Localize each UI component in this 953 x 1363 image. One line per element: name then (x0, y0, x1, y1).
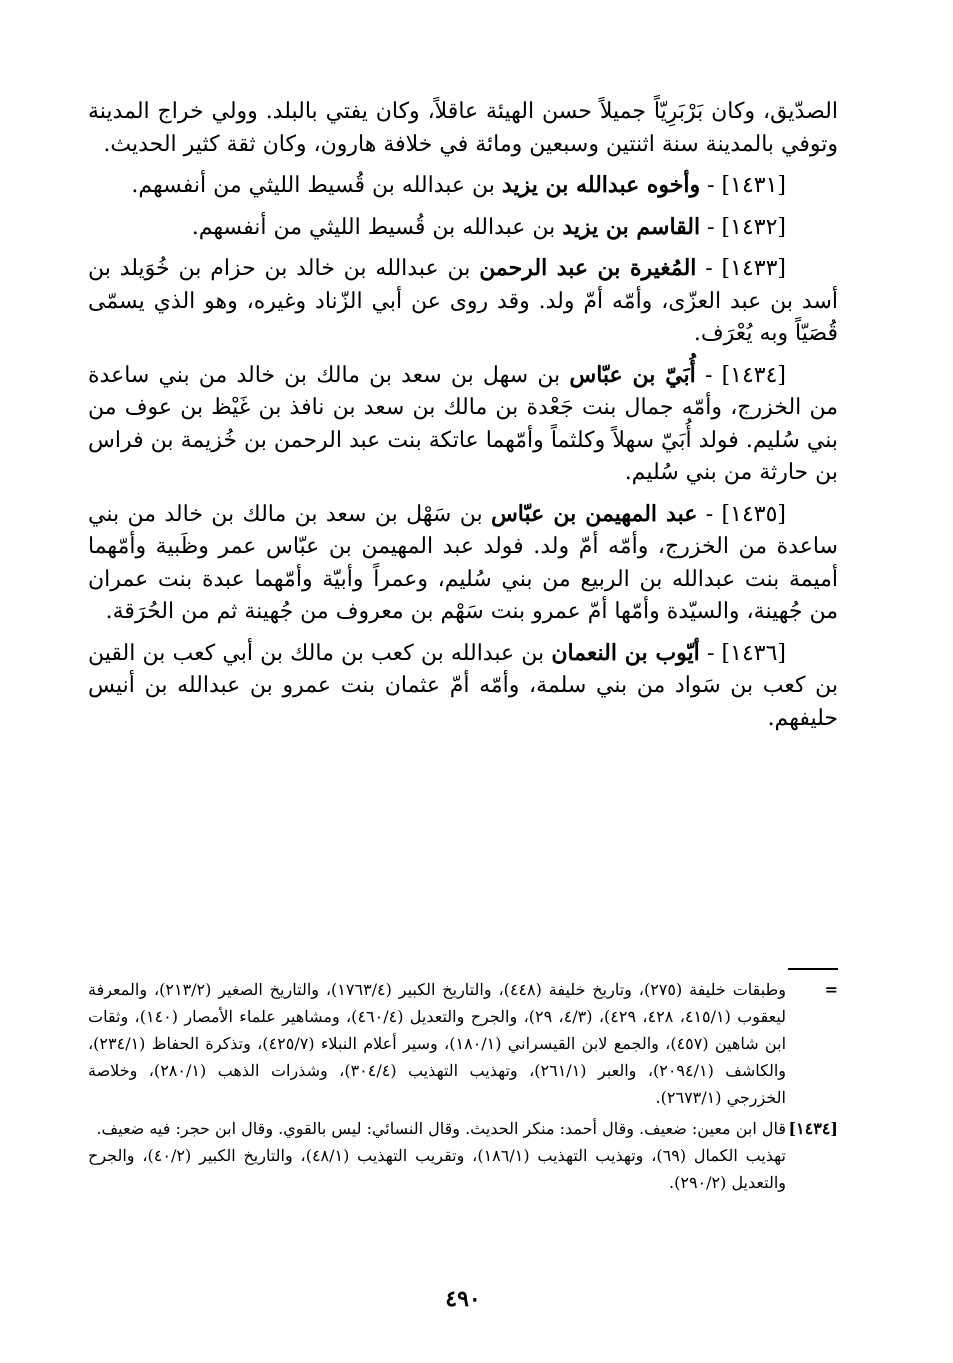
entry-text: بن عبدالله بن قُسيط الليثي من أنفسهم. (131, 173, 502, 198)
entry-name: عبد المهيمن بن عبّاس (490, 500, 698, 527)
entry-1433: [١٤٣٣] - المُغيرة بن عبد الرحمن بن عبدالله بن خالد بن حزام بن خُوَيلد بن أسد بن عبد العزّى، وأمّه أمّ ولد. وقد روى عن أبي الزّناد وغيره، وهو الذي يسمّى قُصَيّاً وبه يُعْرَف. (88, 255, 838, 346)
entry-number: [١٤٣٤] (721, 362, 787, 388)
book-page (88, 96, 838, 1312)
entry-text: بن عبدالله بن كعب بن مالك بن أبي كعب بن القين بن كعب بن سَواد من بني سلمة، وأمّه أمّ عثمان بنت عمرو بن عبدالله بن أنيس حليفهم. (88, 640, 838, 731)
entry-number: [١٤٣١] (721, 173, 786, 198)
entry-text: بن عبدالله بن قُسيط الليثي من أنفسهم. (191, 214, 563, 240)
footnote-separator (788, 968, 838, 970)
entry-number: [١٤٣٣] (721, 256, 786, 281)
footnotes (88, 976, 838, 1200)
entry-name: أُبَيّ بن عبّاس (569, 361, 696, 388)
entry-name: المُغيرة بن عبد الرحمن (479, 255, 697, 281)
footnote-1434 (88, 1115, 838, 1196)
entry-1434: [١٤٣٤] - أُبَيّ بن عبّاس بن سهل بن سعد بن مالك بن خالد من بني ساعدة من الخزرج، وأمّه جمال بنت جَعْدة بن مالك بن سعد بن نافذ بن غَيْظ بن عوف من بني سُليم. فولد أُبَيّ سهلاً وكلثماً وأمّهما عاتكة بنت عبد الرحمن بن خُزيمة بن فراس بن حارثة من بني سُليم. (88, 361, 838, 485)
entry-number: [١٤٣٥] (721, 501, 786, 527)
entry-name: القاسم بن يزيد (562, 213, 701, 240)
footnote-continuation-text: وطبقات خليفة (٢٧٥)، وتاريخ خليفة (٤٤٨)، والتاريخ الكبير (١٧٦٣/٤)، والتاريخ الصغير (٢١٣/٢)، والمعرفة ليعقوب (٤١٥/١، ٤٢٨، ٤٢٩)، (٤/٣، ٢٩)، والجرح والتعديل (٤٦٠/٤)، ومشاهير علماء الأمصار (١٤٠)، وثقات ابن شاهين (٤٥٧)، والجمع لابن القيسراني (١٨٠/١)، وسير أعلام النبلاء (٤٢٥/٧)، وتذكرة الحفاظ (٢٣٤/١)، والكاشف (٢٠٩٤/١)، والعبر (٢٦١/١)، وتهذيب التهذيب (٣٠٤/٤)، وشذرات الذهب (٢٨٠/١)، وخلاصة الخزرجي (٢٦٧٣/١). (88, 980, 787, 1107)
entry-name: وأخوه عبدالله بن يزيد (501, 172, 701, 198)
entry-name: أيّوب بن النعمان (551, 639, 700, 666)
entry-text: بن سهل بن سعد بن مالك بن خالد من بني ساعدة من الخزرج، وأمّه جمال بنت جَعْدة بن مالك بن سعد بن نافذ بن غَيْظ بن عوف من بني سُليم. فولد أُبَيّ سهلاً وكلثماً وأمّهما عاتكة بنت عبد الرحمن بن خُزيمة بن فراس بن حارثة من بني سُليم. (88, 362, 838, 485)
entry-number: [١٤٣٦] (721, 640, 786, 666)
entry-number: [١٤٣٢] (721, 214, 786, 240)
entry-text: بن سَهْل بن سعد بن مالك بن خالد من بني ساعدة من الخزرج، وأمّه أمّ ولد. فولد عبد المهيمن بن عبّاس عمر وظَبية وأمّهما أميمة بنت عبدالله بن الربيع من بني سُليم، وعمراً وأبيّة وأمّهما عبدة بنت عمران من جُهينة، والسيّدة وأمّها أمّ عمرو بنت سَهْم بن معروف من جُهينة ثم من الحُرَقة. (88, 501, 838, 624)
footnote-continuation (88, 976, 838, 1111)
page-number: ٤٩٠ (445, 1286, 481, 1312)
footnote-number: [١٤٣٤] (788, 1119, 838, 1138)
main-text (88, 96, 838, 735)
entry-1436: [١٤٣٦] - أيّوب بن النعمان بن عبدالله بن كعب بن مالك بن أبي كعب بن القين بن كعب بن سَواد من بني سلمة، وأمّه أمّ عثمان بنت عمرو بن عبدالله بن أنيس حليفهم. (88, 639, 838, 731)
intro-paragraph: الصدّيق، وكان بَرْبَرِيّاً جميلاً حسن الهيئة عاقلاً، وكان يفتي بالبلد. وولي خراج المدينة وتوفي بالمدينة سنة اثنتين وسبعين ومائة في خلافة هارون، وكان ثقة كثير الحديث. (88, 99, 838, 157)
footnote-1434-line1: قال ابن معين: ضعيف. وقال أحمد: منكر الحديث. وقال النسائي: ليس بالقوي. وقال ابن حجر: فيه ضعيف. (96, 1119, 786, 1138)
entry-1432: [١٤٣٢] - القاسم بن يزيد بن عبدالله بن قُسيط الليثي من أنفسهم. (191, 213, 786, 240)
continuation-mark: = (824, 980, 838, 999)
entry-text: بن عبدالله بن خالد بن حزام بن خُوَيلد بن أسد بن عبد العزّى، وأمّه أمّ ولد. وقد روى عن أبي الزّناد وغيره، وهو الذي يسمّى قُصَيّاً وبه يُعْرَف. (88, 256, 838, 346)
entry-1435: [١٤٣٥] - عبد المهيمن بن عبّاس بن سَهْل بن سعد بن مالك بن خالد من بني ساعدة من الخزرج، وأمّه أمّ ولد. فولد عبد المهيمن بن عبّاس عمر وظَبية وأمّهما أميمة بنت عبدالله بن الربيع من بني سُليم، وعمراً وأبيّة وأمّهما عبدة بنت عمران من جُهينة، والسيّدة وأمّها أمّ عمرو بنت سَهْم بن معروف من جُهينة ثم من الحُرَقة. (88, 500, 838, 624)
footnote-1434-line2: تهذيب الكمال (٦٩)، وتهذيب التهذيب (١٨٦/١)، وتقريب التهذيب (٤٨/١)، والتاريخ الكبير (٤٠/٢)، والجرح والتعديل (٢٩٠/٢). (88, 1146, 786, 1192)
entry-1431: [١٤٣١] - وأخوه عبدالله بن يزيد بن عبدالله بن قُسيط الليثي من أنفسهم. (131, 172, 786, 198)
